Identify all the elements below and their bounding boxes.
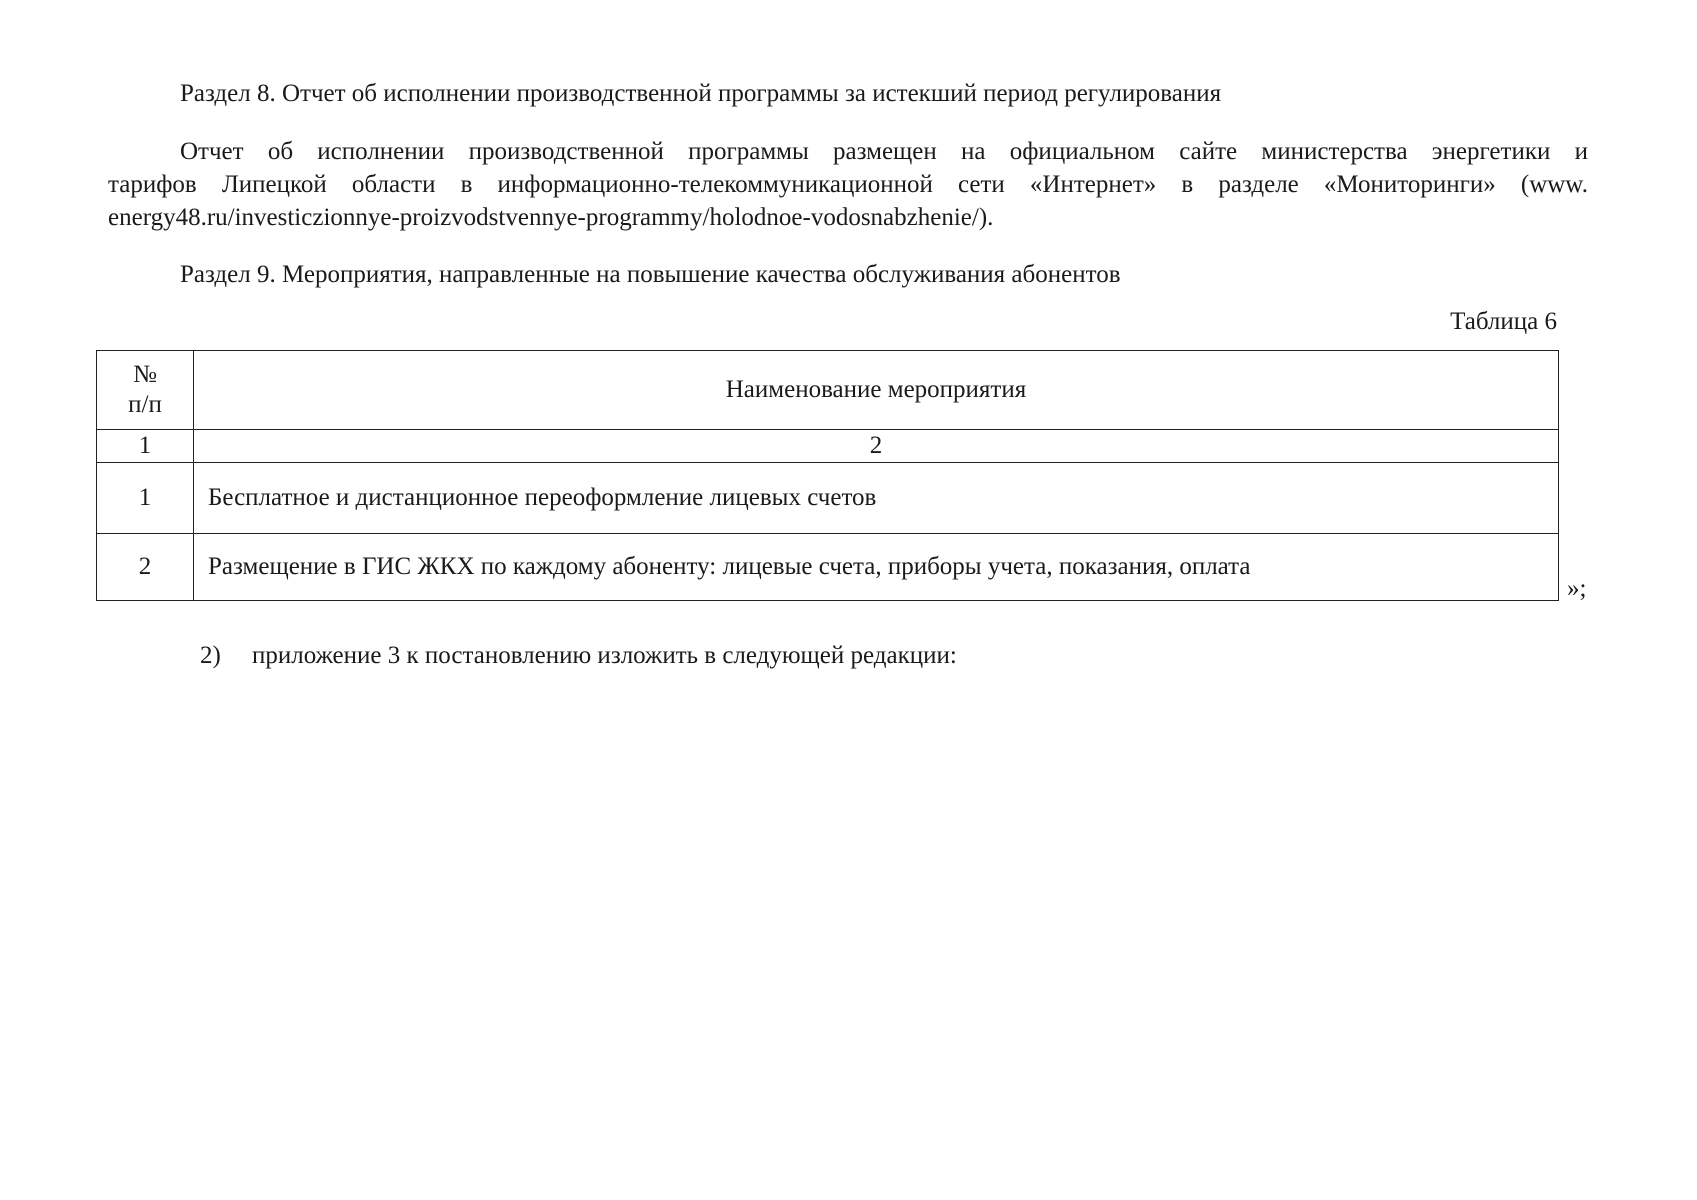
section-8-paragraph — [108, 135, 1588, 234]
table-caption: Таблица 6 — [1450, 308, 1557, 335]
list-item-text: приложение 3 к постановлению изложить в следующей редакции: — [252, 642, 957, 669]
list-item-number: 2) — [200, 642, 221, 669]
row-num-cell: 2 — [97, 534, 194, 601]
index-cell: 1 — [97, 430, 194, 463]
table-row — [97, 463, 1559, 534]
index-cell: 2 — [194, 430, 1559, 463]
table-header-row — [97, 351, 1559, 430]
row-num-cell: 1 — [97, 463, 194, 534]
table-index-row — [97, 430, 1559, 463]
measures-table — [96, 350, 1559, 601]
paragraph-line: energy48.ru/investiczionnye-proizvodstvennye-programmy/holodnoe-vodosnabzhenie/). — [108, 204, 994, 231]
header-num-abbr: п/п — [128, 391, 162, 418]
row-name-cell: Размещение в ГИС ЖКХ по каждому абоненту: лицевые счета, приборы учета, показания, оплата — [194, 534, 1559, 601]
header-num-symbol: № — [133, 361, 157, 388]
table-row — [97, 534, 1559, 601]
closing-quote: »; — [1567, 575, 1587, 602]
section-8-heading: Раздел 8. Отчет об исполнении производственной программы за истекший период регулирования — [180, 80, 1222, 107]
header-num-cell — [97, 351, 194, 430]
row-name-cell: Бесплатное и дистанционное переоформление лицевых счетов — [194, 463, 1559, 534]
section-9-heading: Раздел 9. Мероприятия, направленные на повышение качества обслуживания абонентов — [180, 261, 1121, 288]
header-name-cell: Наименование мероприятия — [194, 351, 1559, 430]
paragraph-line: Отчет об исполнении производственной программы размещен на официальном сайте министерства энергетики и — [180, 138, 1588, 165]
paragraph-line: тарифов Липецкой области в информационно-телекоммуникационной сети «Интернет» в разделе «Мониторинги» (www. — [108, 171, 1588, 198]
list-item — [200, 639, 957, 673]
